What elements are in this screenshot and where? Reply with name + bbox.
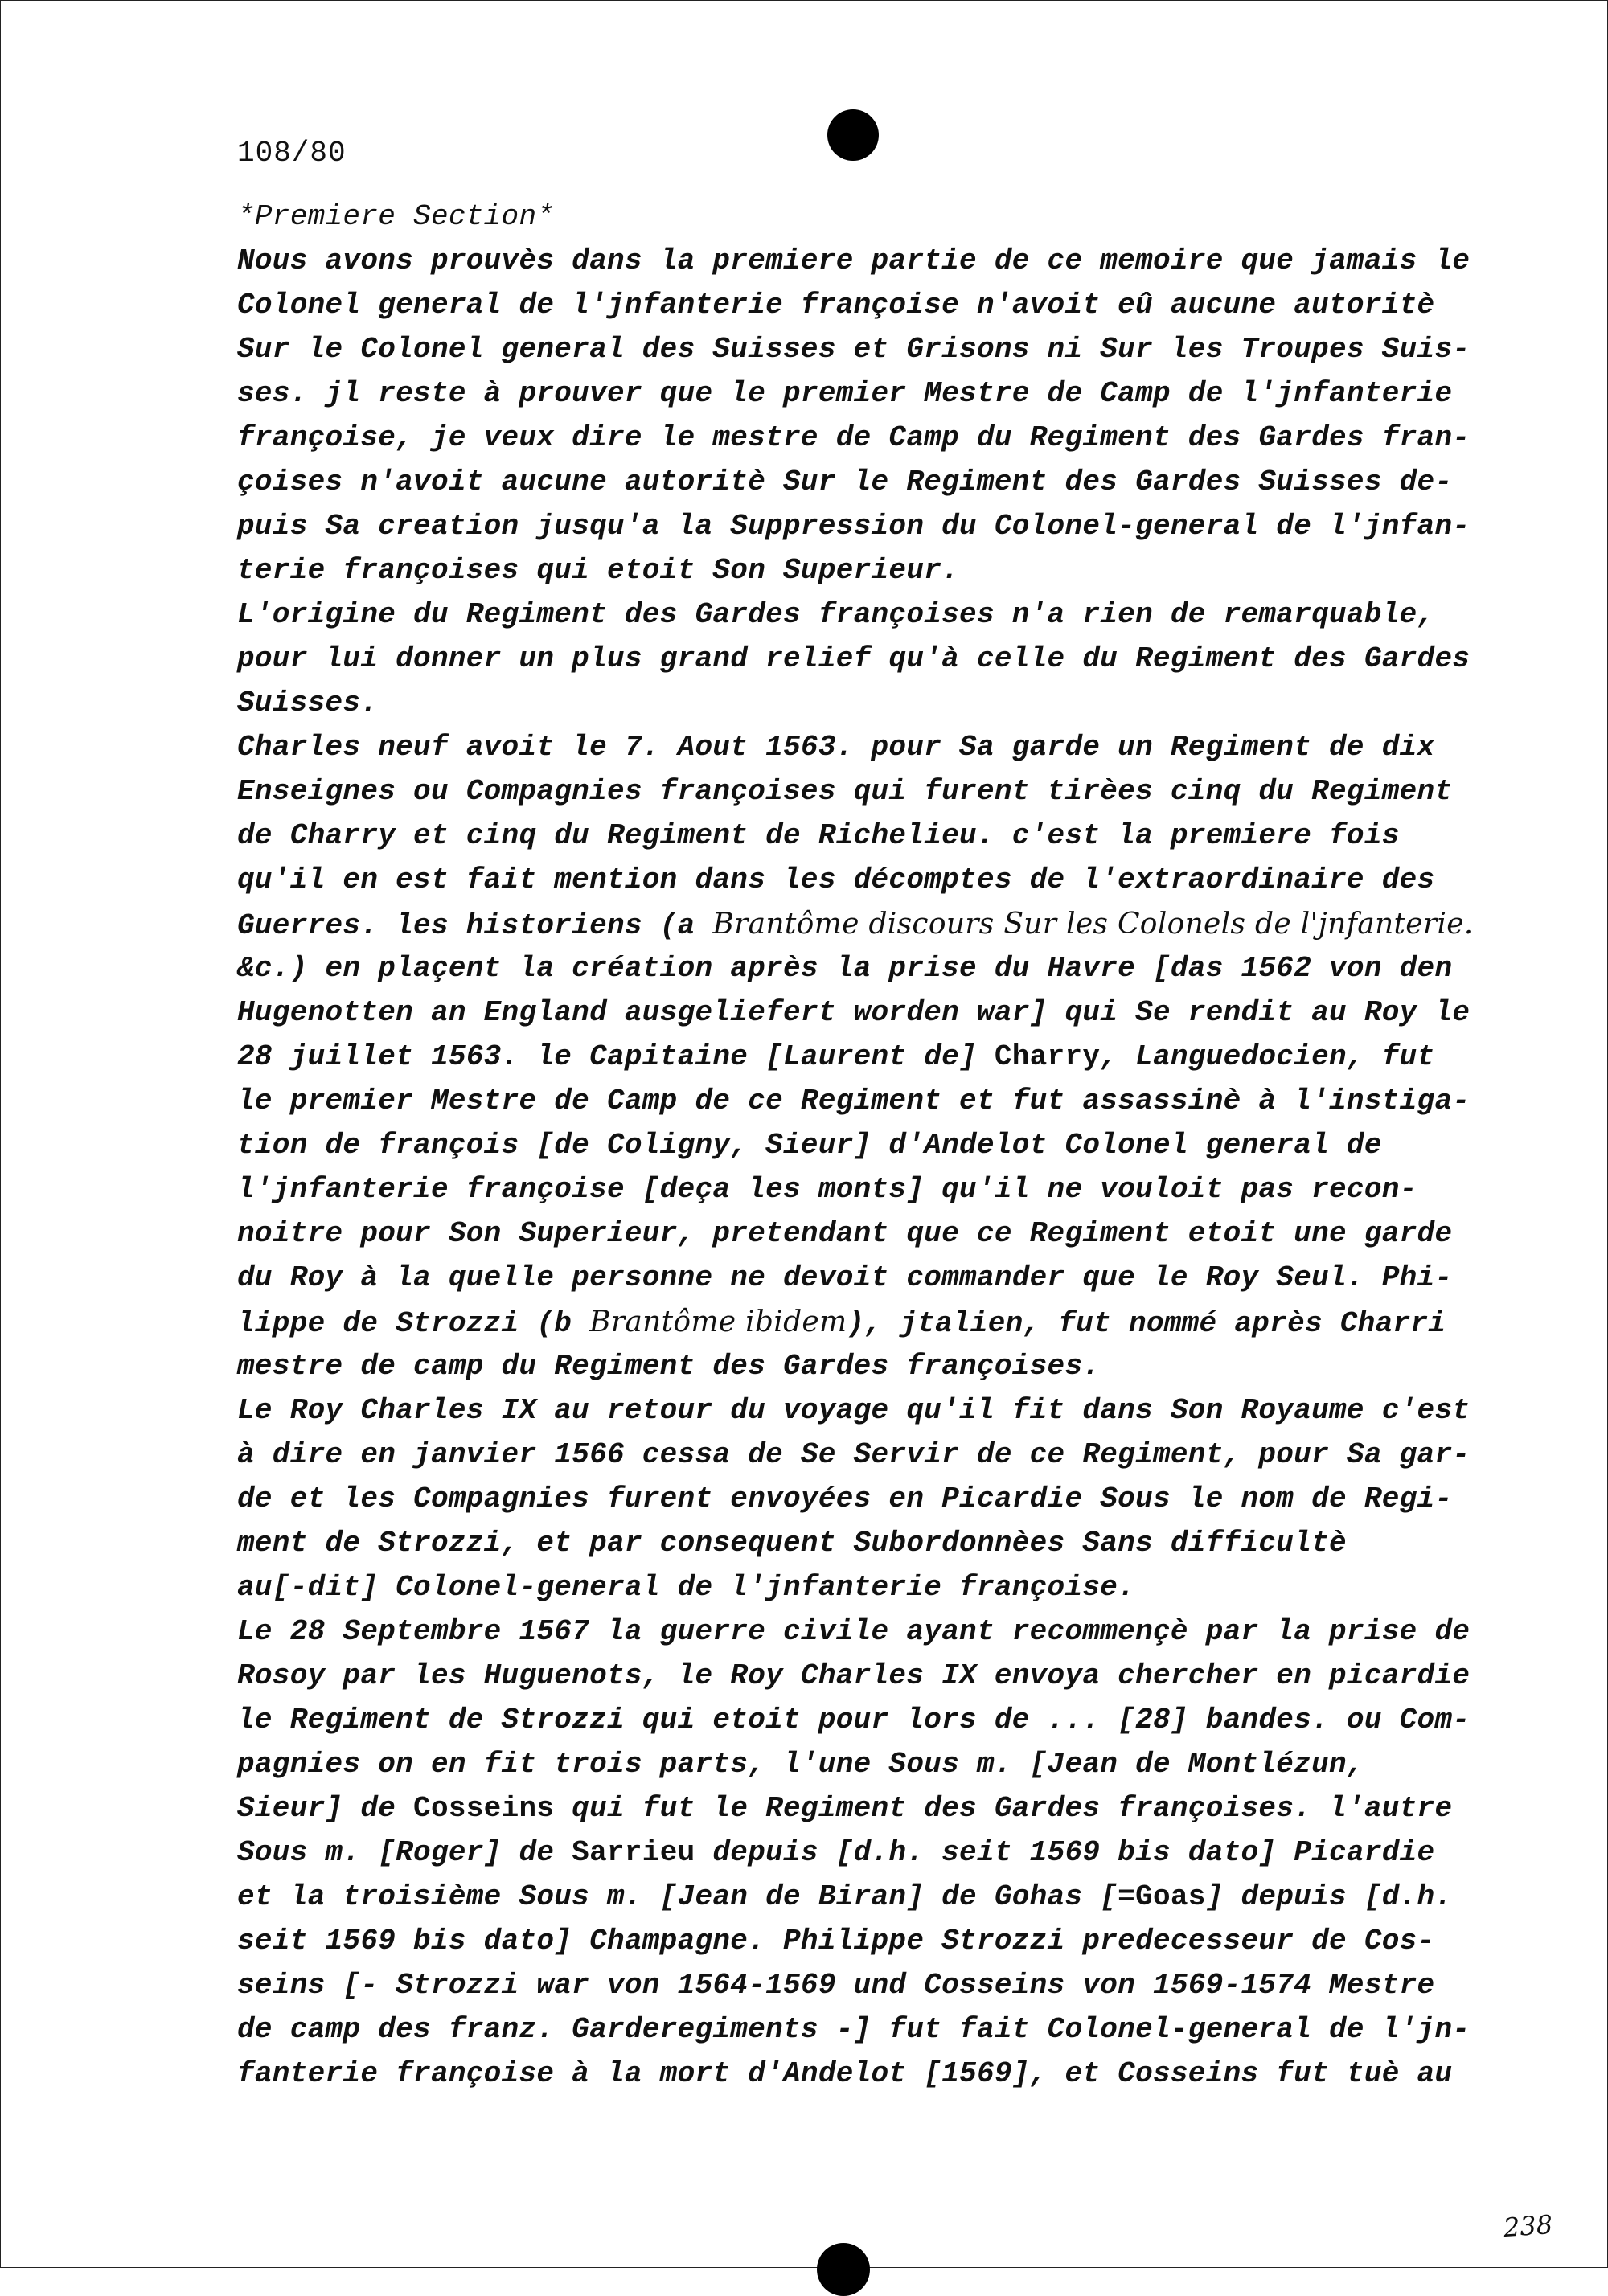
text-segment: de camp des franz. Garderegiments -] fut fait Colonel-general de l'jn- bbox=[237, 2013, 1471, 2046]
text-segment: puis Sa creation jusqu'a la Suppression du Colonel-general de l'jnfan- bbox=[237, 510, 1471, 543]
text-segment: Suisses. bbox=[237, 687, 379, 720]
text-segment: qui fut le Regiment des Gardes françoises. l'autre bbox=[554, 1792, 1453, 1825]
text-line bbox=[237, 1212, 1491, 1256]
text-line bbox=[237, 1742, 1491, 1786]
text-segment: françoise, je veux dire le mestre de Camp du Regiment des Gardes fran- bbox=[237, 421, 1471, 454]
text-line bbox=[237, 1079, 1491, 1123]
text-line bbox=[237, 858, 1491, 902]
handwritten-insert: Brantôme discours Sur les Colonels de l'jnfanterie. bbox=[712, 908, 1474, 941]
text-line bbox=[237, 283, 1491, 327]
text-segment: de Charry et cinq du Regiment de Richelieu. c'est la premiere fois bbox=[237, 819, 1400, 852]
text-line bbox=[237, 769, 1491, 814]
handwritten-insert: Brantôme ibidem bbox=[589, 1306, 847, 1339]
section-title: *Premiere Section* bbox=[237, 200, 555, 233]
text-line bbox=[237, 1433, 1491, 1477]
text-line bbox=[237, 902, 1491, 946]
text-segment: ), jtalien, fut nommé après Charri bbox=[847, 1307, 1446, 1340]
text-line bbox=[237, 1875, 1491, 1919]
text-line bbox=[237, 1256, 1491, 1300]
punch-hole-bottom bbox=[817, 2243, 870, 2296]
text-segment: du Roy à la quelle personne ne devoit commander que le Roy Seul. Phi- bbox=[237, 1261, 1453, 1294]
text-line bbox=[237, 1786, 1491, 1831]
text-line bbox=[237, 504, 1491, 548]
text-line bbox=[237, 814, 1491, 858]
text-line bbox=[237, 1831, 1491, 1875]
text-line bbox=[237, 1035, 1491, 1079]
emphasized-name: Goas bbox=[1135, 1880, 1206, 1913]
text-segment: et la troisième Sous m. [Jean de Biran] de Gohas [= bbox=[237, 1880, 1136, 1913]
text-segment: mestre de camp du Regiment des Gardes françoises. bbox=[237, 1350, 1101, 1383]
text-line bbox=[237, 371, 1491, 416]
punch-hole-top bbox=[827, 109, 879, 161]
text-line bbox=[237, 1654, 1491, 1698]
text-segment: Sur le Colonel general des Suisses et Grisons ni Sur les Troupes Suis- bbox=[237, 333, 1471, 366]
text-segment: , Languedocien, fut bbox=[1100, 1040, 1435, 1073]
page-number: 108/80 bbox=[237, 137, 347, 170]
text-line bbox=[237, 725, 1491, 769]
text-line bbox=[237, 1477, 1491, 1521]
text-segment: Enseignes ou Compagnies françoises qui furent tirèes cinq du Regiment bbox=[237, 775, 1453, 808]
emphasized-name: Cosseins bbox=[413, 1792, 555, 1825]
text-line bbox=[237, 1300, 1491, 1344]
text-segment: Nous avons prouvès dans la premiere partie de ce memoire que jamais le bbox=[237, 244, 1471, 277]
text-segment: ses. jl reste à prouver que le premier Mestre de Camp de l'jnfanterie bbox=[237, 377, 1453, 410]
text-line bbox=[237, 1963, 1491, 2007]
text-segment: au[-dit] Colonel-general de l'jnfanterie françoise. bbox=[237, 1571, 1136, 1604]
text-segment: Rosoy par les Huguenots, le Roy Charles IX envoya chercher en picardie bbox=[237, 1659, 1471, 1692]
text-line bbox=[237, 416, 1491, 460]
text-segment: 28 juillet 1563. le Capitaine [Laurent de] bbox=[237, 1040, 995, 1073]
text-line bbox=[237, 681, 1491, 725]
text-segment: ment de Strozzi, et par consequent Subordonnèes Sans difficultè bbox=[237, 1527, 1347, 1560]
text-segment: qu'il en est fait mention dans les décomptes de l'extraordinaire des bbox=[237, 863, 1435, 896]
text-segment: Le 28 Septembre 1567 la guerre civile ayant recommençè par la prise de bbox=[237, 1615, 1471, 1648]
text-line bbox=[237, 946, 1491, 990]
text-segment: seit 1569 bis dato] Champagne. Philippe Strozzi predecesseur de Cos- bbox=[237, 1925, 1435, 1958]
text-segment: fanterie françoise à la mort d'Andelot [1569], et Cosseins fut tuè au bbox=[237, 2057, 1453, 2090]
text-segment: tion de françois [de Coligny, Sieur] d'Andelot Colonel general de bbox=[237, 1129, 1382, 1162]
text-line bbox=[237, 1167, 1491, 1212]
text-segment: Hugenotten an England ausgeliefert worden war] qui Se rendit au Roy le bbox=[237, 996, 1471, 1029]
text-segment: depuis [d.h. seit 1569 bis dato] Picardie bbox=[695, 1836, 1435, 1869]
folio-number: 238 bbox=[1502, 2208, 1554, 2244]
text-line bbox=[237, 990, 1491, 1035]
text-line bbox=[237, 637, 1491, 681]
emphasized-name: Charry bbox=[994, 1040, 1101, 1073]
text-segment: ] depuis [d.h. bbox=[1205, 1880, 1453, 1913]
text-segment: à dire en janvier 1566 cessa de Se Servir de ce Regiment, pour Sa gar- bbox=[237, 1438, 1471, 1471]
text-line bbox=[237, 1123, 1491, 1167]
text-line bbox=[237, 239, 1491, 283]
text-segment: Colonel general de l'jnfanterie françoise n'avoit eû aucune autoritè bbox=[237, 289, 1435, 322]
text-segment: Sous m. [Roger] de bbox=[237, 1836, 572, 1869]
text-segment: lippe de Strozzi (b bbox=[237, 1307, 590, 1340]
emphasized-name: Sarrieu bbox=[572, 1836, 695, 1869]
text-line bbox=[237, 1609, 1491, 1654]
text-line bbox=[237, 1344, 1491, 1388]
text-line bbox=[237, 460, 1491, 504]
text-segment: pagnies on en fit trois parts, l'une Sous m. [Jean de Montlézun, bbox=[237, 1748, 1364, 1781]
text-segment: le Regiment de Strozzi qui etoit pour lors de ... [28] bandes. ou Com- bbox=[237, 1704, 1471, 1736]
text-segment: l'jnfanterie françoise [deça les monts] qu'il ne vouloit pas recon- bbox=[237, 1173, 1417, 1206]
text-segment: noitre pour Son Superieur, pretendant que ce Regiment etoit une garde bbox=[237, 1217, 1453, 1250]
text-line bbox=[237, 1698, 1491, 1742]
text-segment: L'origine du Regiment des Gardes françoises n'a rien de remarquable, bbox=[237, 598, 1435, 631]
text-line bbox=[237, 592, 1491, 637]
text-line bbox=[237, 1919, 1491, 1963]
text-segment: de et les Compagnies furent envoyées en Picardie Sous le nom de Regi- bbox=[237, 1482, 1453, 1515]
text-segment: Guerres. les historiens (a bbox=[237, 909, 713, 942]
text-segment: Sieur] de bbox=[237, 1792, 414, 1825]
text-segment: Charles neuf avoit le 7. Aout 1563. pour Sa garde un Regiment de dix bbox=[237, 731, 1435, 764]
text-segment: &c.) en plaçent la création après la prise du Havre [das 1562 von den bbox=[237, 952, 1453, 985]
text-segment: seins [- Strozzi war von 1564-1569 und Cosseins von 1569-1574 Mestre bbox=[237, 1969, 1435, 2002]
text-segment: terie françoises qui etoit Son Superieur. bbox=[237, 554, 960, 587]
text-line bbox=[237, 1565, 1491, 1609]
text-line bbox=[237, 2007, 1491, 2052]
text-line bbox=[237, 2052, 1491, 2096]
text-segment: le premier Mestre de Camp de ce Regiment et fut assassinè à l'instiga- bbox=[237, 1084, 1471, 1117]
document-body bbox=[237, 195, 1491, 2096]
text-segment: çoises n'avoit aucune autoritè Sur le Regiment des Gardes Suisses de- bbox=[237, 465, 1453, 498]
text-line bbox=[237, 548, 1491, 592]
text-line bbox=[237, 1521, 1491, 1565]
text-line bbox=[237, 327, 1491, 371]
text-segment: Le Roy Charles IX au retour du voyage qu'il fit dans Son Royaume c'est bbox=[237, 1394, 1471, 1427]
text-lines bbox=[237, 239, 1491, 2096]
text-line bbox=[237, 1388, 1491, 1433]
text-segment: pour lui donner un plus grand relief qu'à celle du Regiment des Gardes bbox=[237, 642, 1471, 675]
